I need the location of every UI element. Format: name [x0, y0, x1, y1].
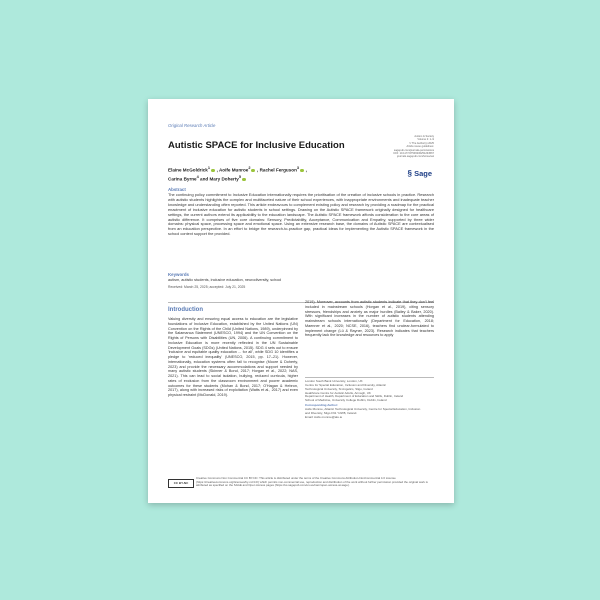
corresponding-line: and Diversity, Sligo F91 Y2W8, Ireland.	[305, 411, 358, 415]
author-affiliation: 3	[296, 166, 300, 170]
author-name: Carina Byrne	[168, 176, 197, 182]
journal-meta-line: sagepub.com/journals-permissions	[393, 148, 434, 152]
orcid-icon[interactable]	[300, 169, 304, 173]
author-affiliation: 4	[196, 175, 199, 180]
affiliation-line: Technological University, St Angela's, Sligo, Ireland	[305, 387, 373, 391]
affiliation-line: Department of Health, Department of Education and Skills, Dublin, Ireland	[305, 395, 404, 399]
author-affiliation: 2	[248, 166, 251, 170]
keywords-text: autism, autistic students, inclusive education, neurodiversity, school	[168, 278, 282, 282]
orcid-icon[interactable]	[251, 169, 255, 173]
journal-meta-line: Article reuse guidelines:	[406, 145, 434, 149]
journal-meta-line: Autism & Society	[414, 135, 434, 138]
article-title: Autistic SPACE for Inclusive Education	[168, 140, 345, 151]
received-date: Received: March 25, 2025; accepted: July 21, 2025	[168, 285, 246, 289]
author-list: Elaine McGoldrick$^1$ , Aoife Munroe$^2$ , Rachel Ferguson$^3$ , Carina Byrne$^4$ and Mary Doherty$^5$	[168, 166, 307, 182]
abstract-heading: Abstract	[168, 187, 186, 192]
corresponding-heading: Corresponding Author:	[305, 404, 339, 408]
intro-column-left: Valuing diversity and ensuring equal access to education are the legislative foundations of Inclusive Education, established by the United Nations (UN) Convention on the Rights of the Child (United Nations, 1989), underpinned by the Salamanca Statement (UNESCO, 1994) and the UN Convention on the Rights of Persons with Disabilities (UN, 2006). A continuing commitment to Inclusive Education is more recently reflected in the UN Sustainable Development Goals (SDGs) (United Nations, 2015). SDG 4 sets out to ensure 'inclusive and equitable quality education ... for all', while SDG 10 identifies a pledge to 'reduced inequality' (UNESCO, 2015, pp. 17–21). However, internationally, education systems often fail to recognise (Moore & Doherty, 2023) and provide the necessary accommodations and support needed by many autistic students (Skinner & Bond, 2017; Horgan et al., 2022; NAS, 2021). This can lead to social isolation, bullying, reduced curricula, higher rates of exclusion from the classroom environment and poorer academic outcomes for these students (Mohan & Bond, 2017; O'Hagan & Hebron, 2017), along with increased risks of exploitation (Watts et al., 2017) and even physical restraint (McDonald, 2019).	[168, 317, 298, 397]
abstract-text: The continuing policy commitment to Inclusive Education internationally requires the prioritisation of the creation of inclusive schools in practice. Research with autistic students highlights the complex and multifaceted nature of their school experiences, with inappropriate environments and inadequate teacher knowledge and understanding often reported. This article endeavours to complement existing policy and research by providing a roadmap for the practical enactment of inclusive education for autistic students in school settings. Drawing on the Autistic SPACE framework originally designed for healthcare settings, the current authors extend its applicability to the education landscape. The Autistic SPACE framework affords consideration to the core areas of autistic difference. It comprises of five core domains: Sensory, Predictability, Acceptance, Communication and Empathy, supported by three wider domains: physical space, processing space and emotional space. Using an extensive research base, the domains of Autistic SPACE are contextualised from an education perspective. In an effort to bridge the research-to-practice gap, practical ideas for implementing the Autistic SPACE framework in the school context support the provided.	[168, 193, 434, 237]
journal-meta-line: Volume 2: 1–9	[417, 138, 434, 142]
license-text: Creative Commons Non Commercial CC BY-NC: This article is distributed under the terms of the Creative Commons Attribution-NonCommercial 4.0 License (https://creativecommons.org/licenses/by-nc/4.0/) which permits non-commercial use, reproduction and distribution of the work without further permission provided the original work is attributed as specified on the SAGE and Open Access pages (https://us.sagepub.com/en-us/nam/open-access-at-sage).	[196, 477, 428, 488]
journal-meta-line: © The Author(s) 2025	[409, 141, 434, 145]
publisher-logo	[408, 169, 432, 178]
author-name: Mary Doherty	[209, 176, 239, 182]
article-page	[148, 99, 454, 503]
affiliation-line: Centre for Special Education, Inclusion and Diversity, Atlantic	[305, 383, 386, 387]
intro-column-right: 2019). Moreover, accounts from autistic students indicate that they don't feel included in mainstream schools (Horgan et al., 2019), citing sensory stressors, friendships and anxiety as major hurdles (Bailey & Baker, 2020). With significant increases in the number of autistic students attending mainstream schools internationally (Department for Education, 2018; Maenner et al., 2020; NCSE, 2016), teachers find unclear-formulated to implement change (Lü & Rayner, 2023). Research indicates that teachers frequently lack the knowledge and resources to apply	[305, 300, 434, 338]
author-name: Rachel Ferguson	[259, 167, 297, 173]
corresponding-line: Aoife Munroe, Atlantic Technological University, Centre for Special Education, Inclusion	[305, 407, 421, 411]
introduction-heading: Introduction	[168, 307, 203, 313]
affiliation-line: London South Bank University, London, UK	[305, 380, 363, 383]
orcid-icon[interactable]	[242, 178, 246, 182]
corresponding-email[interactable]: Email: Aoife.munroe@atu.ie	[305, 415, 343, 419]
journal-meta-line: journals.sagepub.com/home/aut	[397, 155, 434, 159]
publisher-name: Sage	[414, 169, 432, 178]
author-name: Aoife Munroe	[218, 167, 249, 173]
cc-license-badge: CC BY-NC	[168, 479, 194, 488]
journal-meta-line: DOI: 10.1177/27546330251234567	[393, 152, 434, 156]
journal-meta	[382, 135, 434, 159]
affiliations-block	[305, 377, 434, 462]
article-type: Original Research Article	[168, 123, 216, 128]
author-affiliation: 5	[238, 175, 241, 180]
affiliation-line: Healthcare Centre for Autistic Adults, Armagh, UK	[305, 391, 371, 395]
keywords-heading: Keywords	[168, 272, 189, 277]
orcid-icon[interactable]	[211, 169, 215, 173]
author-name: Elaine McGoldrick	[168, 167, 208, 173]
author-affiliation: 1	[207, 166, 210, 170]
sage-s-icon: §	[407, 169, 412, 178]
affiliation-line: School of Medicine, University College Dublin, Dublin, Ireland	[305, 399, 387, 403]
